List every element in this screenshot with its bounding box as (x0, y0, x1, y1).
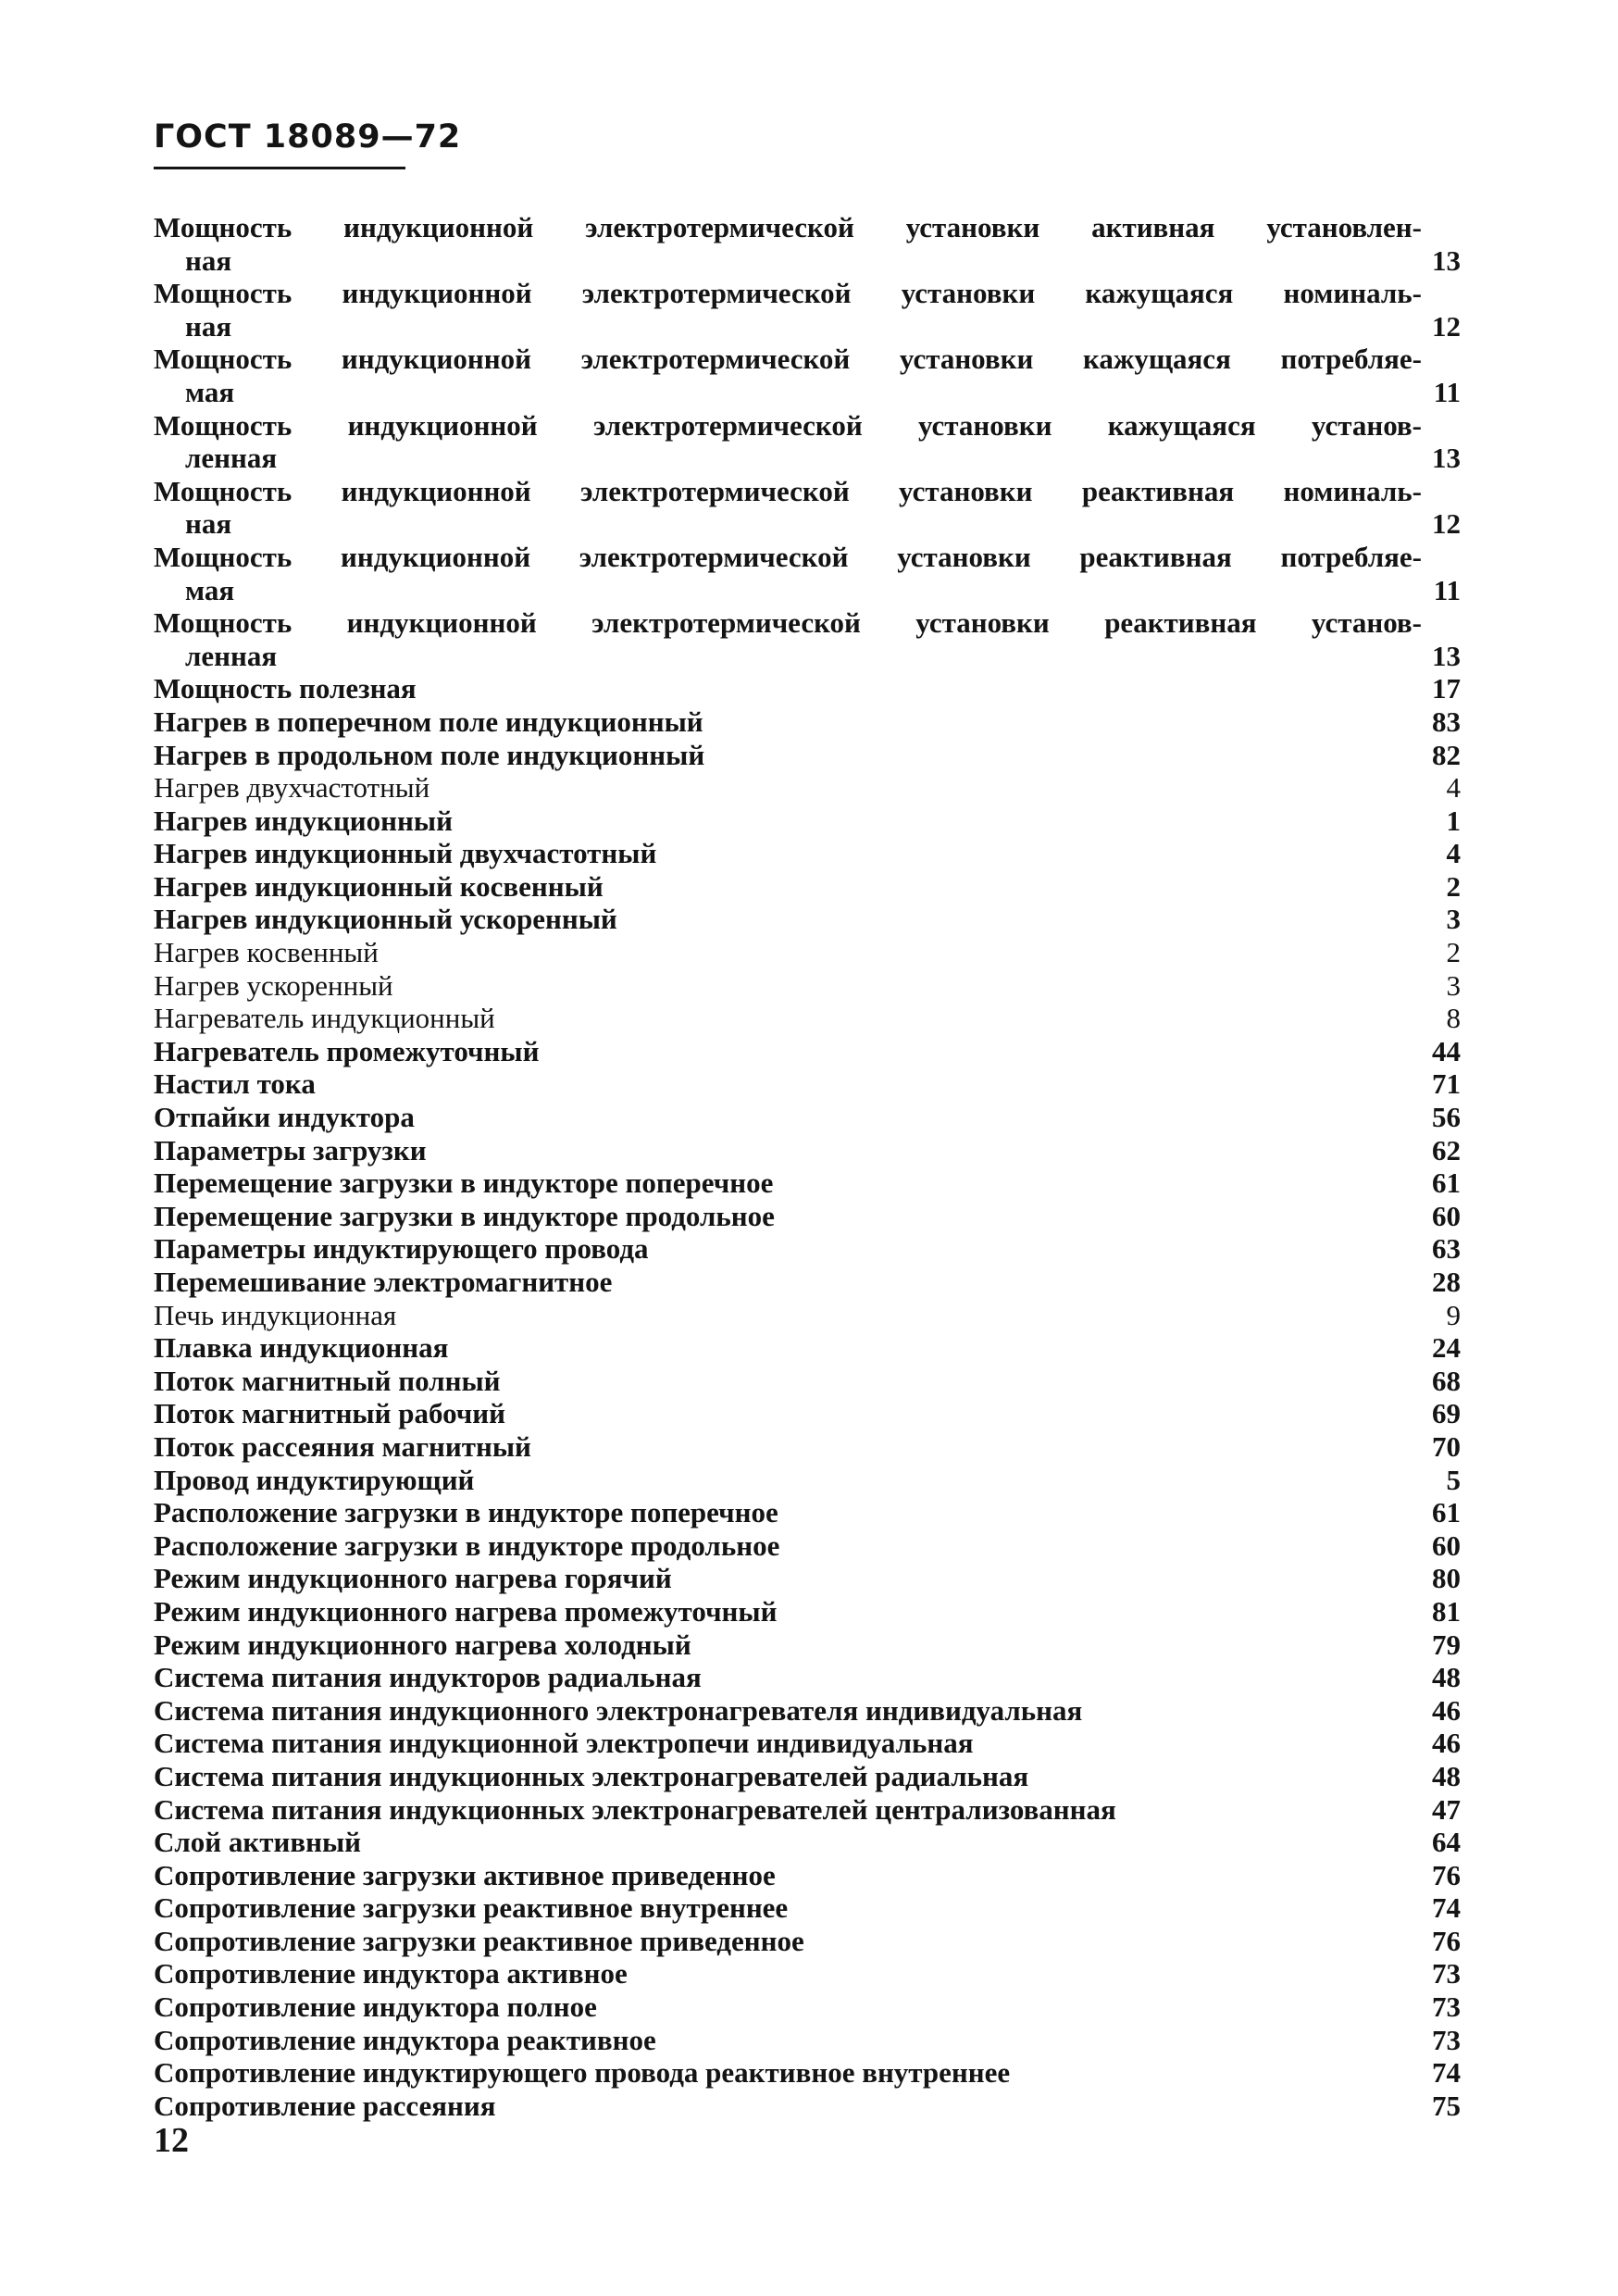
index-page-ref: 2 (1446, 936, 1461, 969)
index-term: Система питания индукционного электронагревателя индивидуальная (154, 1693, 1083, 1727)
index-page-ref: 80 (1432, 1562, 1461, 1595)
index-term: Нагрев в поперечном поле индукционный (154, 705, 703, 738)
index-page-ref: 60 (1432, 1199, 1461, 1232)
index-term: Система питания индукционной электропечи индивидуальная (154, 1727, 974, 1760)
index-entry (154, 1464, 1461, 1497)
index-page-ref: 60 (1432, 1529, 1461, 1562)
index-term-continuation: ная (185, 309, 232, 343)
index-term: Слой активный (154, 1826, 362, 1859)
index-page-ref: 13 (1432, 243, 1461, 277)
index-entry (154, 1529, 1461, 1563)
index-entry (154, 1826, 1461, 1859)
index-entry (154, 1760, 1461, 1793)
index-entry (154, 1365, 1461, 1398)
index-page-ref: 63 (1432, 1232, 1461, 1266)
index-term: Нагрев индукционный (154, 804, 453, 837)
document-header: ГОСТ 18089—72 (154, 119, 462, 156)
index-entry (154, 541, 1461, 606)
index-page-ref: 28 (1432, 1266, 1461, 1298)
index-page-ref: 3 (1446, 903, 1461, 936)
index-term: Мощность индукционной электротермической установки реактивная номиналь- (154, 474, 1422, 507)
index-page-ref: 73 (1432, 1990, 1461, 2024)
index-page-ref: 5 (1446, 1463, 1461, 1496)
index-page-ref: 64 (1432, 1826, 1461, 1859)
index-page-ref: 73 (1432, 2023, 1461, 2056)
index-term: Сопротивление индуктора полное (154, 1990, 597, 2024)
index-entry (154, 1727, 1461, 1760)
index-entry (154, 1661, 1461, 1694)
index-page-ref: 74 (1432, 1891, 1461, 1925)
index-term: Нагрев двухчастотный (154, 771, 430, 805)
index-page-ref: 76 (1432, 1924, 1461, 1957)
header-rule (154, 167, 405, 169)
index-term: Мощность индукционной электротермической установки активная установлен- (154, 211, 1422, 243)
index-term-continuation: мая (185, 375, 235, 408)
index-term: Мощность индукционной электротермической установки кажущаяся номиналь- (154, 277, 1422, 310)
index-entry (154, 903, 1461, 936)
page-number: 12 (154, 2121, 189, 2160)
index-entry (154, 1990, 1461, 2024)
index-entry (154, 1628, 1461, 1662)
index-page-ref: 13 (1432, 639, 1461, 672)
index-page-ref: 12 (1432, 507, 1461, 541)
index-entry (154, 805, 1461, 838)
index-entry (154, 672, 1461, 705)
index-page-ref: 83 (1432, 705, 1461, 738)
index-page-ref: 44 (1432, 1034, 1461, 1067)
index-entry (154, 1266, 1461, 1299)
index-term-continuation: ная (185, 507, 232, 541)
index-term: Поток рассеяния магнитный (154, 1429, 531, 1463)
index-term: Параметры индуктирующего провода (154, 1232, 649, 1266)
index-term: Нагрев индукционный двухчастотный (154, 837, 657, 870)
index-term: Нагрев индукционный косвенный (154, 869, 604, 903)
index-entry (154, 606, 1461, 672)
index-page-ref: 48 (1432, 1661, 1461, 1694)
index-entry (154, 2024, 1461, 2057)
index-entry (154, 2090, 1461, 2123)
index-entry (154, 969, 1461, 1003)
index-page-ref: 74 (1432, 2056, 1461, 2090)
index-page-ref: 79 (1432, 1628, 1461, 1661)
index-term: Перемещение загрузки в индукторе продольное (154, 1199, 775, 1232)
index-entry (154, 771, 1461, 805)
index-term: Система питания индукционных электронагревателей централизованная (154, 1792, 1116, 1826)
index-term: Сопротивление индуктирующего провода реактивное внутреннее (154, 2056, 1011, 2090)
index-term: Сопротивление загрузки реактивное внутреннее (154, 1891, 789, 1925)
index-page-ref: 17 (1432, 672, 1461, 705)
index-page-ref: 1 (1446, 804, 1461, 837)
index-page-ref: 46 (1432, 1727, 1461, 1760)
index-term: Система питания индукционных электронагревателей радиальная (154, 1759, 1029, 1792)
index-entry (154, 409, 1461, 475)
index-list (154, 211, 1461, 2122)
index-page-ref: 4 (1446, 837, 1461, 870)
index-page-ref: 24 (1432, 1331, 1461, 1365)
index-entry (154, 1397, 1461, 1430)
index-term: Мощность полезная (154, 672, 417, 705)
index-term: Нагреватель промежуточный (154, 1034, 540, 1067)
index-entry (154, 1167, 1461, 1200)
index-term: Перемешивание электромагнитное (154, 1266, 613, 1298)
index-term: Сопротивление индуктора реактивное (154, 2023, 656, 2056)
index-page-ref: 75 (1432, 2089, 1461, 2122)
index-page-ref: 47 (1432, 1792, 1461, 1826)
index-term: Система питания индукторов радиальная (154, 1661, 702, 1694)
index-page-ref: 11 (1433, 573, 1461, 606)
index-term: Параметры загрузки (154, 1133, 427, 1167)
index-entry (154, 1496, 1461, 1529)
index-page-ref: 71 (1432, 1067, 1461, 1101)
index-page-ref: 2 (1446, 869, 1461, 903)
index-entry (154, 1134, 1461, 1167)
index-term: Нагрев косвенный (154, 936, 379, 969)
index-entry (154, 1232, 1461, 1266)
index-term: Сопротивление рассеяния (154, 2089, 496, 2122)
index-entry (154, 1694, 1461, 1728)
index-term: Нагрев индукционный ускоренный (154, 903, 617, 936)
index-entry (154, 1067, 1461, 1101)
index-term: Режим индукционного нагрева промежуточный (154, 1594, 778, 1628)
index-entry (154, 1299, 1461, 1332)
index-entry (154, 837, 1461, 870)
index-term: Режим индукционного нагрева горячий (154, 1562, 672, 1595)
index-term: Сопротивление индуктора активное (154, 1957, 628, 1990)
index-term: Отпайки индуктора (154, 1101, 415, 1134)
index-page-ref: 81 (1432, 1594, 1461, 1628)
index-page-ref: 48 (1432, 1759, 1461, 1792)
index-entry (154, 1101, 1461, 1134)
index-term-continuation: ленная (185, 639, 278, 672)
index-entry (154, 1562, 1461, 1595)
index-term: Мощность индукционной электротермической установки кажущаяся потребляе- (154, 343, 1422, 376)
index-entry (154, 1430, 1461, 1464)
index-page-ref: 13 (1432, 442, 1461, 475)
index-page-ref: 82 (1432, 738, 1461, 771)
index-term: Нагрев ускоренный (154, 968, 393, 1002)
index-entry (154, 211, 1461, 277)
index-term: Перемещение загрузки в индукторе поперечное (154, 1167, 774, 1200)
index-entry (154, 1595, 1461, 1628)
index-term: Расположение загрузки в индукторе поперечное (154, 1496, 778, 1529)
index-page-ref: 76 (1432, 1858, 1461, 1891)
index-page-ref: 12 (1432, 309, 1461, 343)
index-page-ref: 56 (1432, 1101, 1461, 1134)
index-page-ref: 69 (1432, 1397, 1461, 1430)
index-page-ref: 61 (1432, 1496, 1461, 1529)
index-term: Печь индукционная (154, 1298, 397, 1331)
index-term: Расположение загрузки в индукторе продольное (154, 1529, 780, 1562)
index-entry (154, 277, 1461, 343)
index-term: Сопротивление загрузки активное приведенное (154, 1858, 776, 1891)
index-term: Мощность индукционной электротермической установки реактивная потребляе- (154, 540, 1422, 573)
index-term: Нагреватель индукционный (154, 1002, 495, 1035)
index-entry (154, 1891, 1461, 1925)
index-entry (154, 1002, 1461, 1035)
index-entry (154, 475, 1461, 541)
index-entry (154, 705, 1461, 739)
index-entry (154, 936, 1461, 969)
index-term: Провод индуктирующий (154, 1463, 475, 1496)
index-entry (154, 1859, 1461, 1892)
index-entry (154, 1035, 1461, 1068)
index-page-ref: 70 (1432, 1429, 1461, 1463)
index-page-ref: 68 (1432, 1364, 1461, 1397)
index-term: Плавка индукционная (154, 1331, 449, 1365)
index-page-ref: 9 (1446, 1298, 1461, 1331)
index-page-ref: 61 (1432, 1167, 1461, 1200)
index-term: Режим индукционного нагрева холодный (154, 1628, 691, 1661)
index-term: Поток магнитный полный (154, 1364, 501, 1397)
index-page-ref: 4 (1446, 771, 1461, 805)
index-term: Нагрев в продольном поле индукционный (154, 738, 705, 771)
index-term: Сопротивление загрузки реактивное приведенное (154, 1924, 804, 1957)
index-term-continuation: ленная (185, 442, 278, 475)
index-entry (154, 343, 1461, 408)
index-page-ref: 46 (1432, 1693, 1461, 1727)
index-term-continuation: ная (185, 243, 232, 277)
index-term: Мощность индукционной электротермической установки реактивная установ- (154, 606, 1422, 640)
index-term: Поток магнитный рабочий (154, 1397, 505, 1430)
index-page-ref: 11 (1433, 375, 1461, 408)
index-entry (154, 1331, 1461, 1365)
index-term: Настил тока (154, 1067, 316, 1101)
index-term: Мощность индукционной электротермической установки кажущаяся установ- (154, 408, 1422, 442)
index-page-ref: 62 (1432, 1133, 1461, 1167)
index-entry (154, 1957, 1461, 1990)
index-page-ref: 8 (1446, 1002, 1461, 1035)
index-entry (154, 1200, 1461, 1233)
index-entry (154, 870, 1461, 904)
index-entry (154, 739, 1461, 772)
index-term-continuation: мая (185, 573, 235, 606)
index-page-ref: 73 (1432, 1957, 1461, 1990)
index-entry (154, 1925, 1461, 1958)
index-entry (154, 1793, 1461, 1827)
index-page-ref: 3 (1446, 968, 1461, 1002)
index-entry (154, 2056, 1461, 2090)
